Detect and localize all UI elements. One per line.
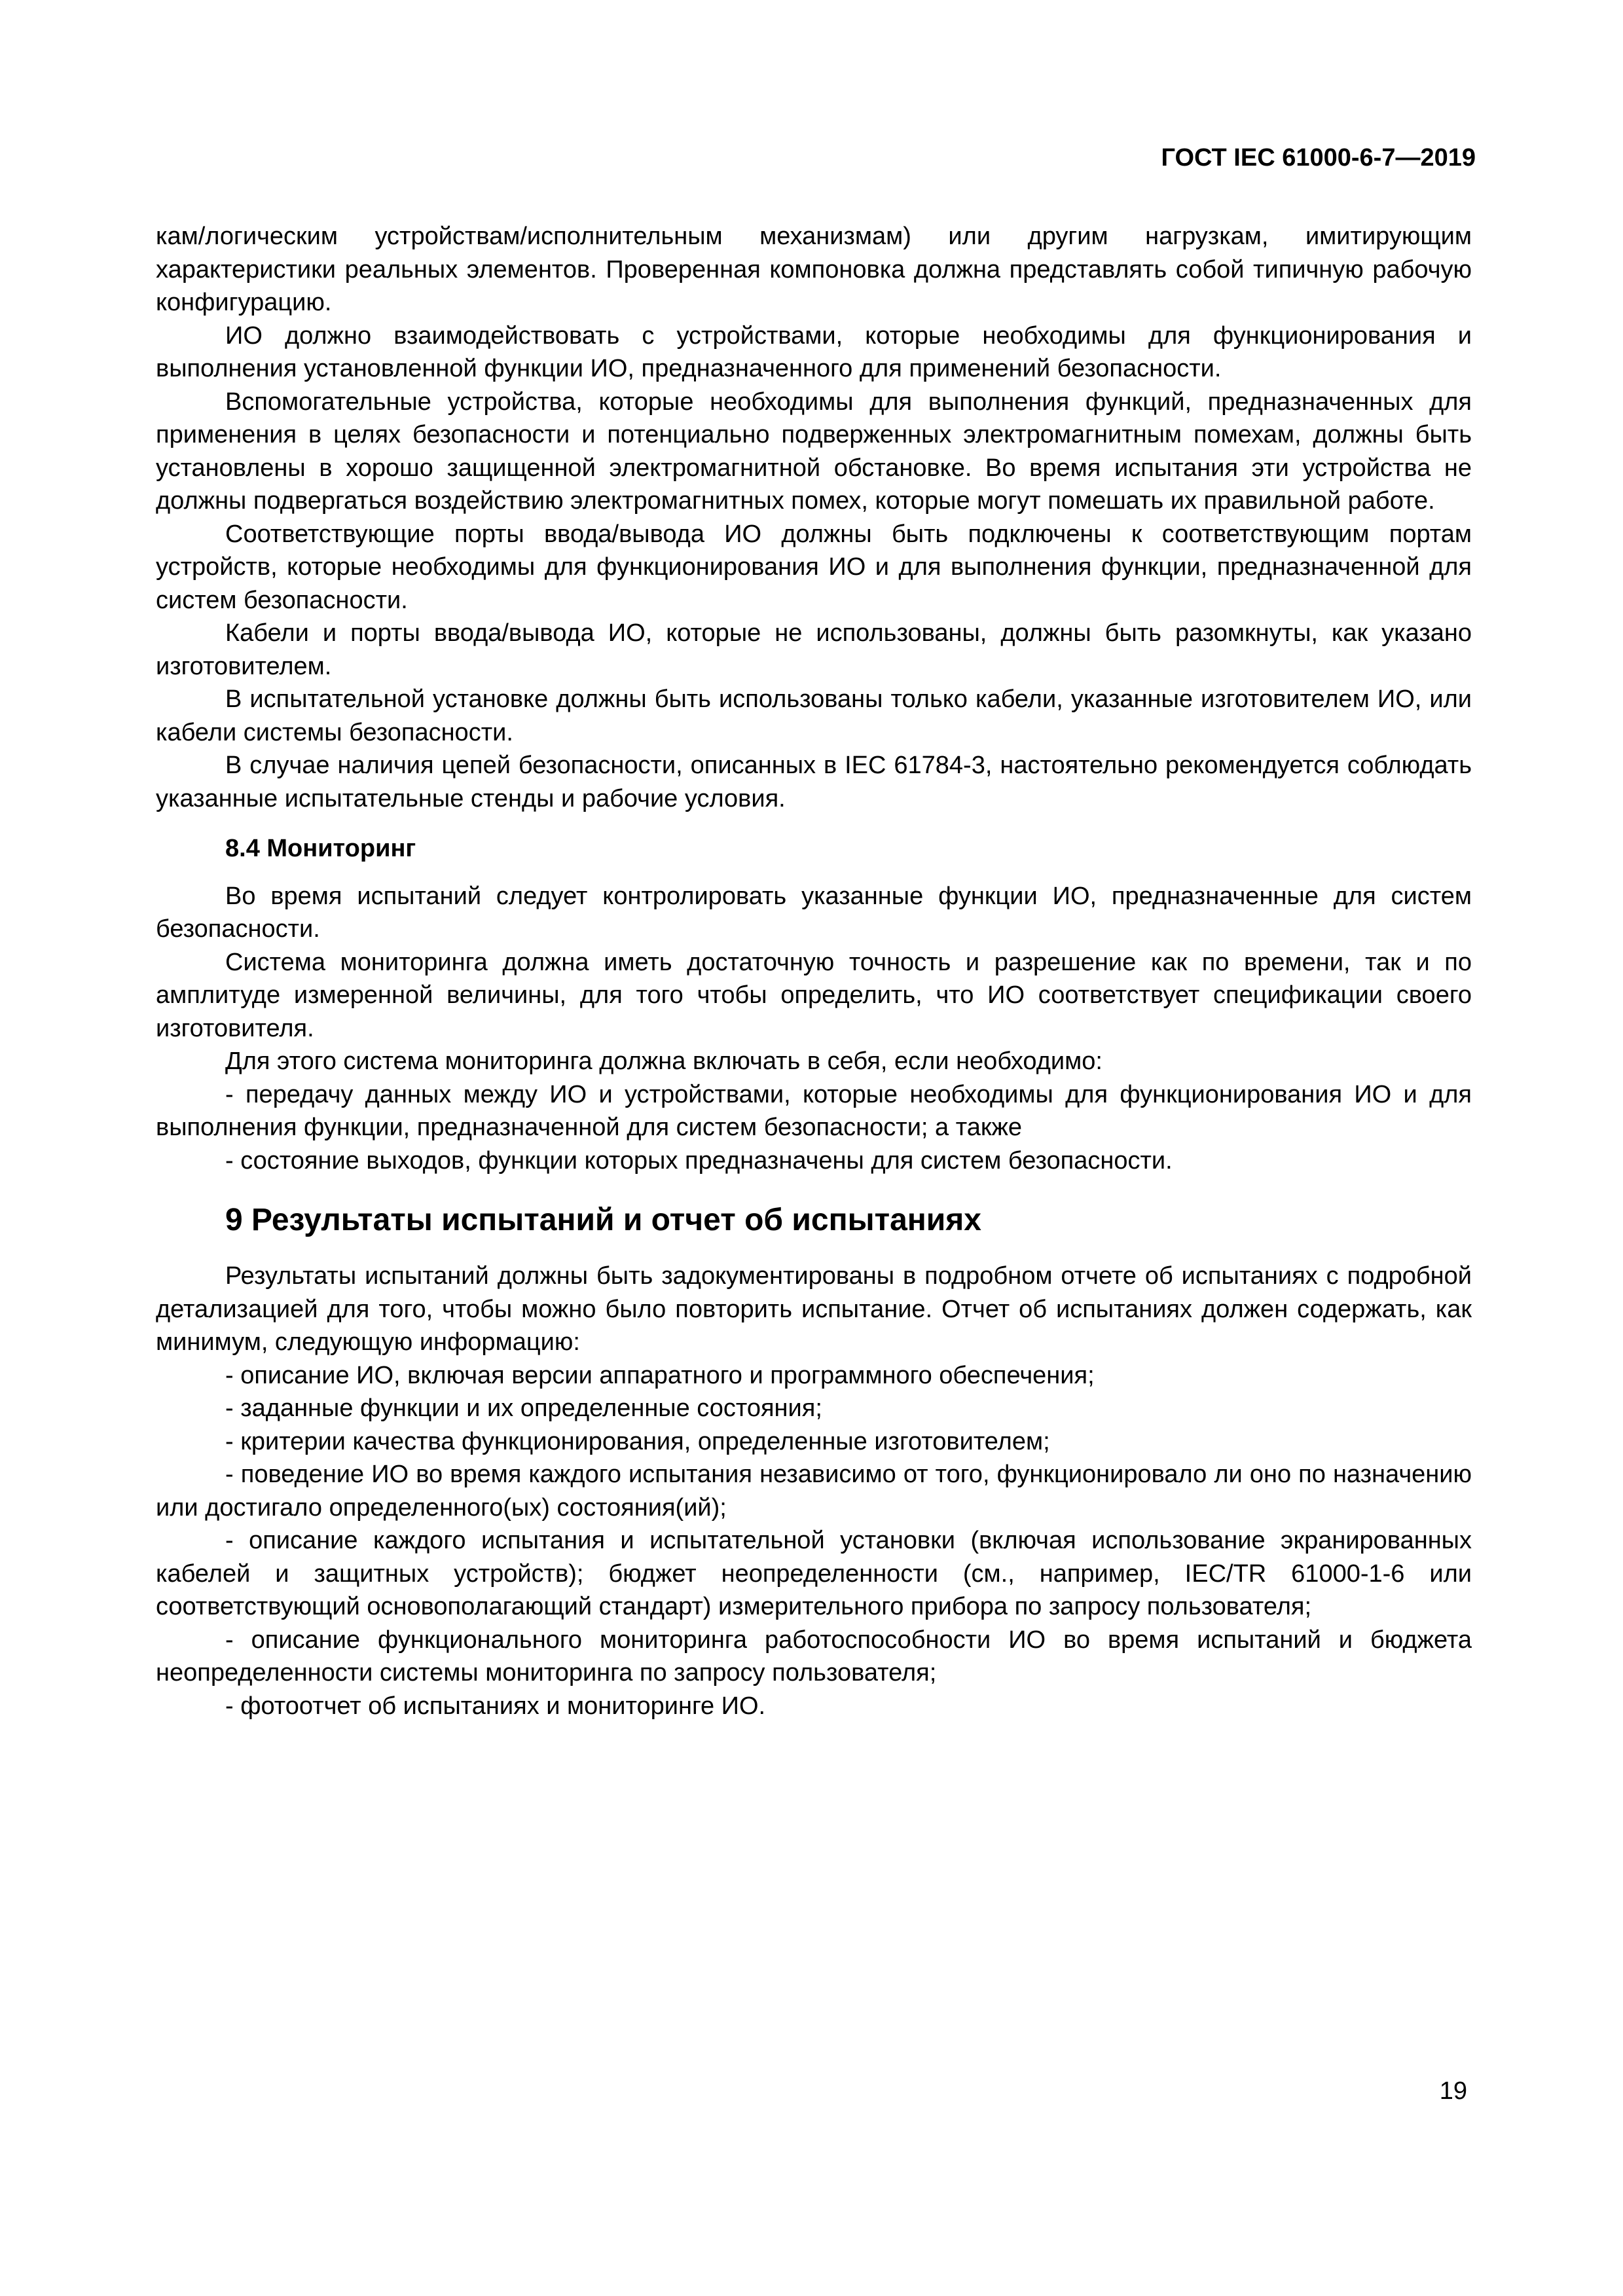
body-paragraph: В испытательной установке должны быть использованы только кабели, указанные изготовителем ИО, или кабели системы безопасности. bbox=[156, 685, 1472, 746]
body-paragraph: Кабели и порты ввода/вывода ИО, которые не использованы, должны быть разомкнуты, как указано изготовителем. bbox=[156, 619, 1472, 680]
list-item: - поведение ИО во время каждого испытания независимо от того, функционировало ли оно по назначению или достигало определенного(ых) состояния(ий); bbox=[156, 1461, 1472, 1522]
list-item: - заданные функции и их определенные состояния; bbox=[225, 1394, 822, 1422]
document-header-number: ГОСТ IEC 61000-6-7—2019 bbox=[1161, 144, 1476, 172]
page-number: 19 bbox=[1439, 2077, 1467, 2105]
body-paragraph: кам/логическим устройствам/исполнительным механизмам) или другим нагрузкам, имитирующим характеристики реальных элементов. Проверенная компоновка должна представлять собой типичную рабочую конфигурацию. bbox=[156, 223, 1472, 316]
body-paragraph: Результаты испытаний должны быть задокументированы в подробном отчете об испытаниях с подробной детализацией для того, чтобы можно было повторить испытание. Отчет об испытаниях должен содержать, как минимум, следующую информацию: bbox=[156, 1262, 1472, 1356]
body-paragraph: Система мониторинга должна иметь достаточную точность и разрешение как по времени, так и по амплитуде измеренной величины, для того чтобы определить, что ИО соответствует спецификации своего изготовителя. bbox=[156, 948, 1472, 1042]
body-paragraph: Вспомогательные устройства, которые необходимы для выполнения функций, предназначенных для применения в целях безопасности и потенциально подверженных электромагнитным помехам, должны быть установлены в хорошо защищенной электромагнитной обстановке. Во время испытания эти устройства не должны подвергаться воздействию электромагнитных помех, которые могут помешать их правильной работе. bbox=[156, 388, 1472, 515]
list-item: - передачу данных между ИО и устройствами, которые необходимы для функционирования ИО и для выполнения функции, предназначенной для систем безопасности; а также bbox=[156, 1080, 1472, 1141]
body-paragraph: Во время испытаний следует контролировать указанные функции ИО, предназначенные для систем безопасности. bbox=[156, 882, 1472, 943]
body-paragraph: В случае наличия цепей безопасности, описанных в IEC 61784-3, настоятельно рекомендуется соблюдать указанные испытательные стенды и рабочие условия. bbox=[156, 752, 1472, 812]
list-item: - описание каждого испытания и испытательной установки (включая использование экранированных кабелей и защитных устройств); бюджет неопределенности (см., например, IEC/TR 61000-1-6 или соответствующий основополагающий стандарт) измерительного прибора по запросу пользователя; bbox=[156, 1527, 1472, 1620]
body-paragraph: ИО должно взаимодействовать с устройствами, которые необходимы для функционирования и выполнения установленной функции ИО, предназначенного для применений безопасности. bbox=[156, 321, 1472, 382]
list-item: - критерии качества функционирования, определенные изготовителем; bbox=[225, 1427, 1050, 1455]
section-heading-9: 9 Результаты испытаний и отчет об испытаниях bbox=[225, 1203, 981, 1237]
list-item: - описание ИО, включая версии аппаратного и программного обеспечения; bbox=[225, 1361, 1095, 1389]
body-paragraph: Для этого система мониторинга должна включать в себя, если необходимо: bbox=[225, 1048, 1103, 1075]
body-paragraph: Соответствующие порты ввода/вывода ИО должны быть подключены к соответствующим портам устройств, которые необходимы для функционирования ИО и для выполнения функции, предназначенной для систем безопасности. bbox=[156, 520, 1472, 614]
document-body bbox=[156, 220, 1472, 1722]
list-item: - фотоотчет об испытаниях и мониторинге ИО. bbox=[225, 1692, 766, 1720]
subsection-heading-8-4: 8.4 Мониторинг bbox=[225, 835, 416, 862]
list-item: - описание функционального мониторинга работоспособности ИО во время испытаний и бюджета неопределенности системы мониторинга по запросу пользователя; bbox=[156, 1626, 1472, 1686]
list-item: - состояние выходов, функции которых предназначены для систем безопасности. bbox=[225, 1146, 1173, 1175]
